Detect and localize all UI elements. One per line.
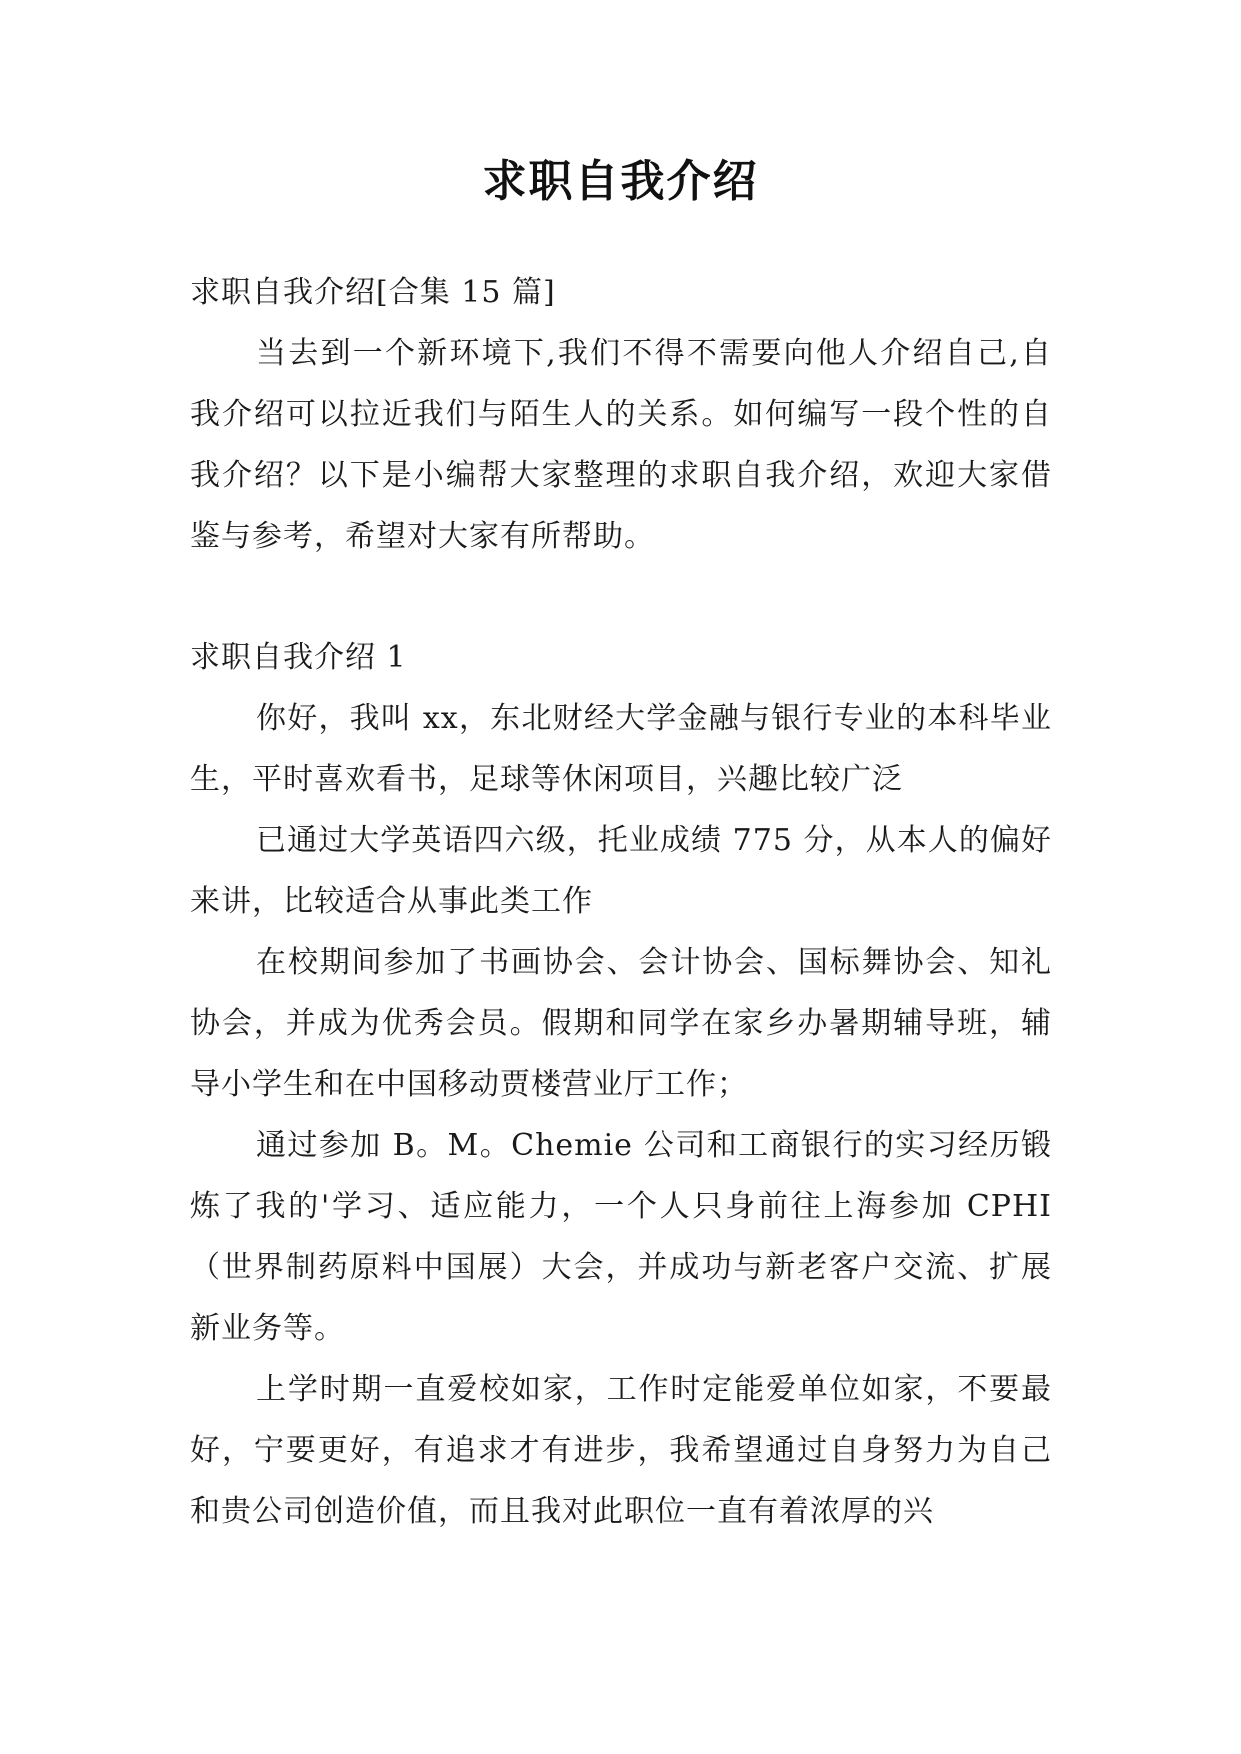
- document-title: 求职自我介绍: [482, 156, 759, 207]
- document-body: [190, 262, 1052, 1542]
- section-heading: 求职自我介绍 1: [190, 640, 407, 675]
- intro-paragraph: 当去到一个新环境下,我们不得不需要向他人介绍自己,自我介绍可以拉近我们与陌生人的关系。如何编写一段个性的自我介绍？以下是小编帮大家整理的求职自我介绍，欢迎大家借鉴与参考，希望对大家有所帮助。: [190, 336, 1052, 554]
- document-subtitle: 求职自我介绍[合集 15 篇]: [190, 275, 556, 310]
- body-paragraph: 上学时期一直爱校如家，工作时定能爱单位如家，不要最好，宁要更好，有追求才有进步，我希望通过自身努力为自己和贵公司创造价值，而且我对此职位一直有着浓厚的兴: [190, 1372, 1052, 1529]
- body-paragraph: 已通过大学英语四六级，托业成绩 775 分，从本人的偏好来讲，比较适合从事此类工作: [190, 823, 1052, 919]
- body-paragraph: 你好，我叫 xx，东北财经大学金融与银行专业的本科毕业生，平时喜欢看书，足球等休闲项目，兴趣比较广泛: [190, 701, 1052, 797]
- body-paragraph: 在校期间参加了书画协会、会计协会、国标舞协会、知礼协会，并成为优秀会员。假期和同学在家乡办暑期辅导班，辅导小学生和在中国移动贾楼营业厅工作；: [190, 945, 1052, 1102]
- body-paragraph: 通过参加 B。M。Chemie 公司和工商银行的实习经历锻炼了我的'学习、适应能力，一个人只身前往上海参加 CPHI（世界制药原料中国展）大会，并成功与新老客户交流、扩展新业务等。: [190, 1128, 1052, 1346]
